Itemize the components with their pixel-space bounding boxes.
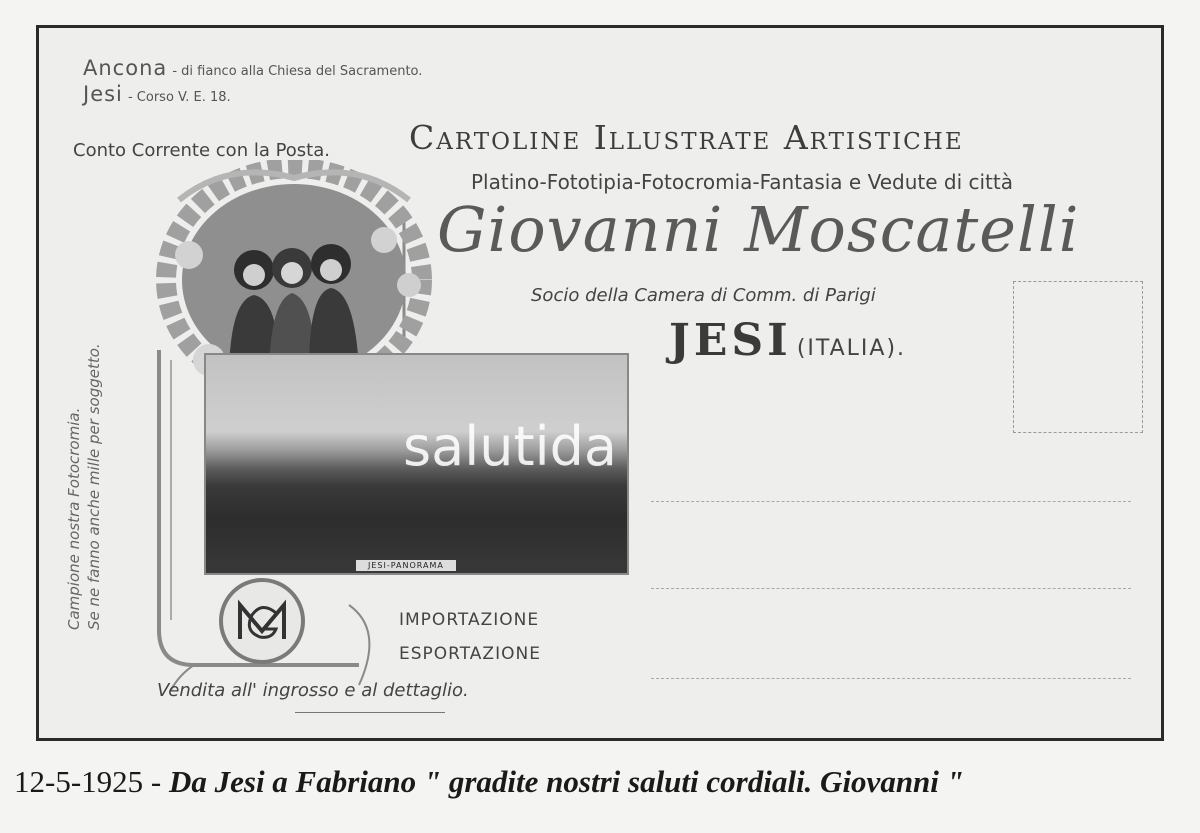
- conto-corrente: Conto Corrente con la Posta.: [73, 140, 330, 161]
- branch-address: - di fianco alla Chiesa del Sacramento.: [172, 64, 423, 79]
- vertical-text-2: Se ne fanno anche mille per soggetto.: [85, 343, 103, 630]
- card-subtitle: Platino-Fototipia-Fotocromia-Fantasia e Vedute di città: [471, 170, 1013, 194]
- branch-ancona: [83, 56, 422, 80]
- branch-jesi: [83, 82, 231, 106]
- underline: [295, 712, 445, 713]
- service-import: IMPORTAZIONE: [399, 610, 540, 630]
- watermark: salutida: [403, 415, 617, 478]
- monogram-emblem: [219, 578, 305, 664]
- vendita-line: Vendita all' ingrosso e al dettaglio.: [157, 680, 469, 701]
- company-name: Giovanni Moscatelli: [437, 193, 1080, 266]
- card-title: Cartoline Illustrate Artistiche: [409, 118, 964, 157]
- location-country: (ITALIA).: [796, 336, 907, 361]
- location: [669, 315, 906, 366]
- branch-city: Jesi: [83, 82, 123, 106]
- caption: [14, 764, 964, 800]
- branch-city: Ancona: [83, 56, 168, 80]
- panorama-label: JESI-PANORAMA: [356, 560, 456, 571]
- caption-text: Da Jesi a Fabriano " gradite nostri saluti cordiali. Giovanni ": [168, 764, 964, 799]
- postcard: [36, 25, 1164, 741]
- socio-line: Socio della Camera di Comm. di Parigi: [531, 285, 876, 306]
- address-line: [651, 501, 1131, 502]
- branch-address: - Corso V. E. 18.: [127, 90, 231, 105]
- address-line: [651, 588, 1131, 589]
- location-city: JESI: [669, 315, 792, 366]
- stamp-box: [1013, 281, 1143, 433]
- vertical-text-1: Campione nostra Fotocromia.: [65, 407, 83, 630]
- service-export: ESPORTAZIONE: [399, 644, 541, 664]
- caption-date: 12-5-1925 -: [14, 764, 162, 799]
- address-line: [651, 678, 1131, 679]
- monogram-icon: [232, 591, 292, 651]
